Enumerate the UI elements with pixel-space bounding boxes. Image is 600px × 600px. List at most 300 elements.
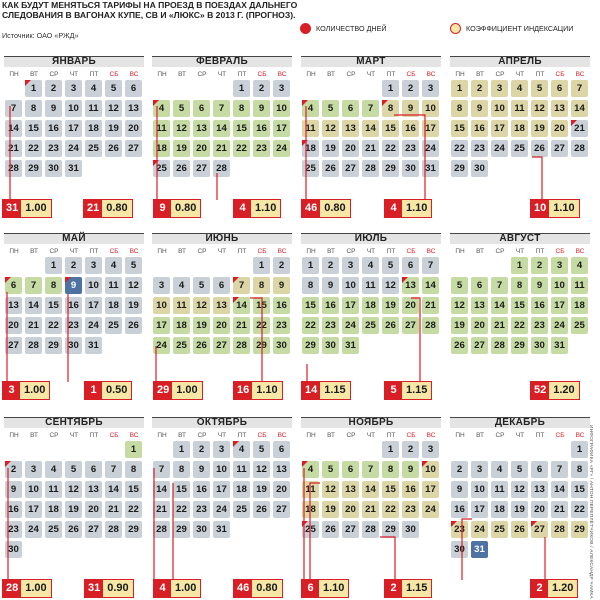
tariff-badge <box>233 199 281 218</box>
day-cell: 18 <box>511 120 528 137</box>
day-cell: 11 <box>302 481 319 498</box>
weekday-label: ВС <box>129 432 139 439</box>
day-cell: 18 <box>45 501 62 518</box>
day-cell: 29 <box>451 160 468 177</box>
day-cell: 10 <box>491 100 508 117</box>
day-cell: 30 <box>193 521 210 538</box>
day-cell: 2 <box>65 257 82 274</box>
day-cell: 4 <box>362 257 379 274</box>
days-count: 4 <box>385 200 402 217</box>
day-cell: 5 <box>193 277 210 294</box>
day-cell: 4 <box>45 461 62 478</box>
day-cell: 18 <box>491 501 508 518</box>
day-cell: 11 <box>105 277 122 294</box>
days-count: 10 <box>531 200 549 217</box>
day-cell: 10 <box>471 481 488 498</box>
day-cell: 18 <box>362 297 379 314</box>
day-cell: 7 <box>233 277 250 294</box>
day-cell: 6 <box>471 277 488 294</box>
day-cell: 13 <box>551 100 568 117</box>
index-coefficient: 0.90 <box>103 580 132 597</box>
day-cell: 23 <box>193 501 210 518</box>
weekday-label: ПН <box>455 432 465 439</box>
credit-line: ИНФОГРАФИКА «РГ» / АНТОН ПЕРЕПЛЁТЧИКОВ / АЛЕКСАНДР ЧАМКА <box>588 425 593 599</box>
period-start-marker <box>302 140 308 146</box>
period-start-marker <box>382 100 388 106</box>
day-grid <box>301 80 441 180</box>
weekday-label: СР <box>197 71 207 78</box>
day-cell: 22 <box>451 140 468 157</box>
day-cell: 27 <box>342 521 359 538</box>
day-cell: 8 <box>382 461 399 478</box>
day-cell: 5 <box>65 461 82 478</box>
weekday-label: ЧТ <box>515 71 525 78</box>
weekday-label: ВС <box>129 248 139 255</box>
weekday-label: ПТ <box>386 248 396 255</box>
day-cell: 8 <box>233 100 250 117</box>
day-cell: 25 <box>153 160 170 177</box>
day-cell: 29 <box>45 337 62 354</box>
index-coefficient: 1.10 <box>251 200 280 217</box>
weekday-label: ПН <box>306 248 316 255</box>
day-cell: 23 <box>402 501 419 518</box>
index-coefficient: 1.10 <box>252 382 281 399</box>
day-cell: 10 <box>153 297 170 314</box>
tariff-badge <box>153 381 203 400</box>
weekday-label: ПН <box>455 71 465 78</box>
day-cell: 7 <box>551 461 568 478</box>
period-start-marker <box>302 521 308 527</box>
month-calendar <box>450 56 590 180</box>
weekday-label: СР <box>49 248 59 255</box>
weekday-label: ВТ <box>178 248 186 255</box>
day-cell: 4 <box>302 461 319 478</box>
days-count: 46 <box>302 200 320 217</box>
day-cell: 29 <box>25 160 42 177</box>
weekday-label: ВС <box>575 432 585 439</box>
day-cell: 3 <box>25 461 42 478</box>
weekday-label: ВС <box>277 71 287 78</box>
day-cell: 28 <box>362 521 379 538</box>
day-cell: 20 <box>125 120 142 137</box>
period-start-marker <box>422 461 428 467</box>
month-name: НОЯБРЬ <box>301 417 441 428</box>
day-cell: 19 <box>105 120 122 137</box>
day-cell: 15 <box>25 120 42 137</box>
day-cell: 29 <box>382 521 399 538</box>
day-cell: 15 <box>233 120 250 137</box>
tariff-badge <box>301 381 351 400</box>
day-cell: 12 <box>253 461 270 478</box>
weekday-label: СР <box>495 432 505 439</box>
weekday-header <box>4 70 144 79</box>
day-cell: 24 <box>471 521 488 538</box>
day-cell: 19 <box>65 501 82 518</box>
day-cell: 31 <box>422 160 439 177</box>
weekday-label: ВС <box>277 248 287 255</box>
day-cell: 16 <box>65 297 82 314</box>
day-cell: 23 <box>45 140 62 157</box>
day-cell: 14 <box>551 481 568 498</box>
day-cell: 4 <box>105 257 122 274</box>
day-cell: 16 <box>531 297 548 314</box>
day-cell: 27 <box>402 317 419 334</box>
day-cell: 16 <box>471 120 488 137</box>
day-cell: 18 <box>302 501 319 518</box>
weekday-label: ЧТ <box>366 71 376 78</box>
weekday-label: ЧТ <box>217 71 227 78</box>
index-coefficient: 1.15 <box>402 580 431 597</box>
day-cell: 31 <box>213 521 230 538</box>
day-cell: 16 <box>253 120 270 137</box>
day-cell: 7 <box>5 100 22 117</box>
month-calendar <box>152 417 292 541</box>
day-cell: 19 <box>125 297 142 314</box>
day-cell: 25 <box>233 501 250 518</box>
day-cell: 16 <box>451 501 468 518</box>
day-cell: 2 <box>531 257 548 274</box>
index-coefficient: 1.00 <box>171 580 200 597</box>
tariff-badge <box>233 579 283 598</box>
day-cell: 12 <box>382 277 399 294</box>
day-cell: 29 <box>571 521 588 538</box>
day-cell: 20 <box>551 120 568 137</box>
day-cell: 3 <box>213 441 230 458</box>
day-cell: 15 <box>382 481 399 498</box>
day-cell: 17 <box>85 297 102 314</box>
day-grid <box>450 257 590 357</box>
weekday-label: СБ <box>555 432 565 439</box>
day-cell: 2 <box>253 80 270 97</box>
day-cell: 22 <box>253 317 270 334</box>
day-cell: 21 <box>25 317 42 334</box>
day-cell: 24 <box>65 140 82 157</box>
day-cell: 7 <box>25 277 42 294</box>
weekday-label: ПТ <box>237 71 247 78</box>
day-cell: 2 <box>471 80 488 97</box>
day-cell: 13 <box>125 100 142 117</box>
days-count: 2 <box>385 580 402 597</box>
day-cell: 13 <box>5 297 22 314</box>
day-cell: 30 <box>45 160 62 177</box>
day-cell: 8 <box>125 461 142 478</box>
weekday-label: ПН <box>455 248 465 255</box>
day-cell: 25 <box>85 140 102 157</box>
weekday-label: ПТ <box>535 71 545 78</box>
days-count: 3 <box>3 382 20 399</box>
day-cell: 11 <box>302 120 319 137</box>
day-cell: 1 <box>173 441 190 458</box>
days-count: 21 <box>84 200 102 217</box>
weekday-label: ВС <box>426 432 436 439</box>
day-cell: 6 <box>85 461 102 478</box>
day-cell: 31 <box>85 337 102 354</box>
day-cell: 27 <box>85 521 102 538</box>
day-cell: 24 <box>213 501 230 518</box>
day-cell: 7 <box>153 461 170 478</box>
day-cell: 11 <box>511 100 528 117</box>
month-name: ДЕКАБРЬ <box>450 417 590 428</box>
day-cell: 5 <box>511 461 528 478</box>
day-cell: 26 <box>382 317 399 334</box>
weekday-label: ВТ <box>476 71 484 78</box>
day-cell: 28 <box>362 160 379 177</box>
day-cell: 15 <box>253 297 270 314</box>
day-cell: 21 <box>422 297 439 314</box>
day-cell: 4 <box>233 441 250 458</box>
day-cell: 20 <box>273 481 290 498</box>
day-cell: 5 <box>253 441 270 458</box>
month-name: ИЮЛЬ <box>301 233 441 244</box>
tariff-badge <box>530 381 580 400</box>
day-cell: 25 <box>302 160 319 177</box>
day-cell: 19 <box>193 317 210 334</box>
day-cell: 6 <box>342 100 359 117</box>
month-name: АПРЕЛЬ <box>450 56 590 67</box>
day-cell: 30 <box>471 160 488 177</box>
index-coefficient: 1.15 <box>402 382 431 399</box>
weekday-label: ПТ <box>535 248 545 255</box>
weekday-label: ПН <box>9 432 19 439</box>
weekday-label: ЧТ <box>217 248 227 255</box>
weekday-label: СБ <box>555 248 565 255</box>
day-cell: 7 <box>213 100 230 117</box>
weekday-label: ЧТ <box>366 432 376 439</box>
weekday-header <box>450 431 590 440</box>
day-grid <box>152 441 292 541</box>
day-cell: 19 <box>322 501 339 518</box>
day-cell: 12 <box>65 481 82 498</box>
weekday-label: ВС <box>575 71 585 78</box>
day-cell: 30 <box>451 541 468 558</box>
yellow-circle-icon <box>450 23 461 34</box>
day-cell: 8 <box>253 277 270 294</box>
day-cell: 18 <box>105 297 122 314</box>
weekday-label: СР <box>49 71 59 78</box>
day-grid <box>152 80 292 180</box>
day-cell: 28 <box>571 140 588 157</box>
weekday-label: ВТ <box>327 432 335 439</box>
day-cell: 5 <box>173 100 190 117</box>
tariff-badge <box>153 579 201 598</box>
day-cell: 14 <box>5 120 22 137</box>
month-calendar <box>301 417 441 541</box>
tariff-badge <box>83 199 133 218</box>
day-cell: 16 <box>273 297 290 314</box>
tariff-badge <box>301 579 349 598</box>
day-cell: 31 <box>471 541 488 558</box>
day-cell: 22 <box>125 501 142 518</box>
month-name: АВГУСТ <box>450 233 590 244</box>
day-cell: 8 <box>451 100 468 117</box>
day-cell: 14 <box>25 297 42 314</box>
day-cell: 1 <box>571 441 588 458</box>
period-start-marker <box>5 277 11 283</box>
day-cell: 7 <box>362 100 379 117</box>
day-cell: 21 <box>551 501 568 518</box>
day-cell: 27 <box>471 337 488 354</box>
day-cell: 3 <box>551 257 568 274</box>
weekday-label: ВТ <box>327 71 335 78</box>
day-cell: 9 <box>5 481 22 498</box>
period-start-marker <box>402 277 408 283</box>
weekday-label: ЧТ <box>69 432 79 439</box>
day-cell: 20 <box>193 140 210 157</box>
index-coefficient: 0.80 <box>102 200 131 217</box>
day-cell: 30 <box>402 521 419 538</box>
day-cell: 14 <box>362 481 379 498</box>
day-cell: 3 <box>422 80 439 97</box>
day-cell: 25 <box>302 521 319 538</box>
tariff-badge <box>2 199 52 218</box>
weekday-label: ПТ <box>89 248 99 255</box>
weekday-label: ПТ <box>89 432 99 439</box>
day-cell: 25 <box>173 337 190 354</box>
day-cell: 26 <box>322 160 339 177</box>
day-cell: 20 <box>85 501 102 518</box>
day-cell: 30 <box>322 337 339 354</box>
day-cell: 3 <box>65 80 82 97</box>
day-cell: 8 <box>173 461 190 478</box>
day-cell: 1 <box>511 257 528 274</box>
period-start-marker <box>25 80 31 86</box>
day-cell: 24 <box>551 317 568 334</box>
day-cell: 6 <box>273 441 290 458</box>
weekday-label: СБ <box>257 432 267 439</box>
day-cell: 14 <box>153 481 170 498</box>
weekday-label: СБ <box>406 432 416 439</box>
day-cell: 12 <box>511 481 528 498</box>
day-cell: 28 <box>213 160 230 177</box>
day-cell: 29 <box>382 160 399 177</box>
day-cell: 11 <box>571 277 588 294</box>
day-cell: 18 <box>85 120 102 137</box>
day-cell: 21 <box>153 501 170 518</box>
day-cell: 17 <box>25 501 42 518</box>
day-cell: 8 <box>45 277 62 294</box>
month-name: ОКТЯБРЬ <box>152 417 292 428</box>
day-cell: 13 <box>193 120 210 137</box>
day-cell: 19 <box>451 317 468 334</box>
day-cell: 13 <box>471 297 488 314</box>
day-cell: 10 <box>422 100 439 117</box>
day-cell: 12 <box>322 481 339 498</box>
period-start-marker <box>65 277 71 283</box>
day-cell: 28 <box>25 337 42 354</box>
day-cell: 3 <box>85 257 102 274</box>
day-cell: 18 <box>173 317 190 334</box>
day-cell: 9 <box>451 481 468 498</box>
day-cell: 15 <box>571 481 588 498</box>
day-cell: 16 <box>322 297 339 314</box>
day-cell: 25 <box>571 317 588 334</box>
day-cell: 17 <box>471 501 488 518</box>
weekday-label: СБ <box>109 71 119 78</box>
day-cell: 18 <box>571 297 588 314</box>
day-cell: 6 <box>342 461 359 478</box>
index-coefficient: 1.00 <box>21 580 50 597</box>
day-cell: 26 <box>125 317 142 334</box>
day-cell: 17 <box>273 120 290 137</box>
weekday-label: ПТ <box>386 71 396 78</box>
day-cell: 17 <box>422 120 439 137</box>
day-cell: 4 <box>571 257 588 274</box>
weekday-label: ВС <box>426 248 436 255</box>
index-coefficient: 1.00 <box>21 200 50 217</box>
period-start-marker <box>302 461 308 467</box>
day-cell: 12 <box>173 120 190 137</box>
day-cell: 25 <box>105 317 122 334</box>
day-cell: 14 <box>362 120 379 137</box>
day-cell: 23 <box>471 140 488 157</box>
day-cell: 9 <box>273 277 290 294</box>
weekday-label: ПН <box>157 248 167 255</box>
days-count: 16 <box>234 382 252 399</box>
day-cell: 9 <box>65 277 82 294</box>
day-cell: 27 <box>273 501 290 518</box>
month-name: ИЮНЬ <box>152 233 292 244</box>
day-cell: 1 <box>233 80 250 97</box>
day-cell: 4 <box>511 80 528 97</box>
weekday-label: СР <box>49 432 59 439</box>
day-cell: 11 <box>362 277 379 294</box>
weekday-header <box>4 247 144 256</box>
day-cell: 23 <box>451 521 468 538</box>
tariff-badge <box>384 381 432 400</box>
weekday-label: ВТ <box>30 432 38 439</box>
day-cell: 19 <box>173 140 190 157</box>
day-cell: 3 <box>273 80 290 97</box>
weekday-label: ВТ <box>30 248 38 255</box>
day-cell: 7 <box>105 461 122 478</box>
days-count: 31 <box>3 200 21 217</box>
day-cell: 18 <box>153 140 170 157</box>
day-cell: 5 <box>125 257 142 274</box>
day-cell: 19 <box>322 140 339 157</box>
day-cell: 14 <box>105 481 122 498</box>
day-cell: 28 <box>233 337 250 354</box>
day-cell: 1 <box>382 80 399 97</box>
day-cell: 12 <box>105 100 122 117</box>
day-cell: 21 <box>362 501 379 518</box>
weekday-label: ВС <box>129 71 139 78</box>
legend-days <box>300 23 387 34</box>
day-cell: 24 <box>342 317 359 334</box>
day-cell: 12 <box>322 120 339 137</box>
day-cell: 29 <box>511 337 528 354</box>
tariff-badge <box>84 579 134 598</box>
day-cell: 12 <box>125 277 142 294</box>
month-name: ФЕВРАЛЬ <box>152 56 292 67</box>
day-cell: 29 <box>173 521 190 538</box>
day-cell: 7 <box>422 257 439 274</box>
month-calendar <box>4 417 144 561</box>
day-cell: 2 <box>402 80 419 97</box>
day-cell: 11 <box>233 461 250 478</box>
day-cell: 26 <box>193 337 210 354</box>
day-cell: 26 <box>65 521 82 538</box>
month-calendar <box>4 233 144 357</box>
days-count: 6 <box>302 580 319 597</box>
day-grid <box>301 257 441 357</box>
days-count: 52 <box>531 382 549 399</box>
day-cell: 18 <box>302 140 319 157</box>
day-cell: 1 <box>382 441 399 458</box>
day-cell: 13 <box>402 277 419 294</box>
day-cell: 14 <box>213 120 230 137</box>
tariff-badge <box>84 381 132 400</box>
day-cell: 4 <box>491 461 508 478</box>
